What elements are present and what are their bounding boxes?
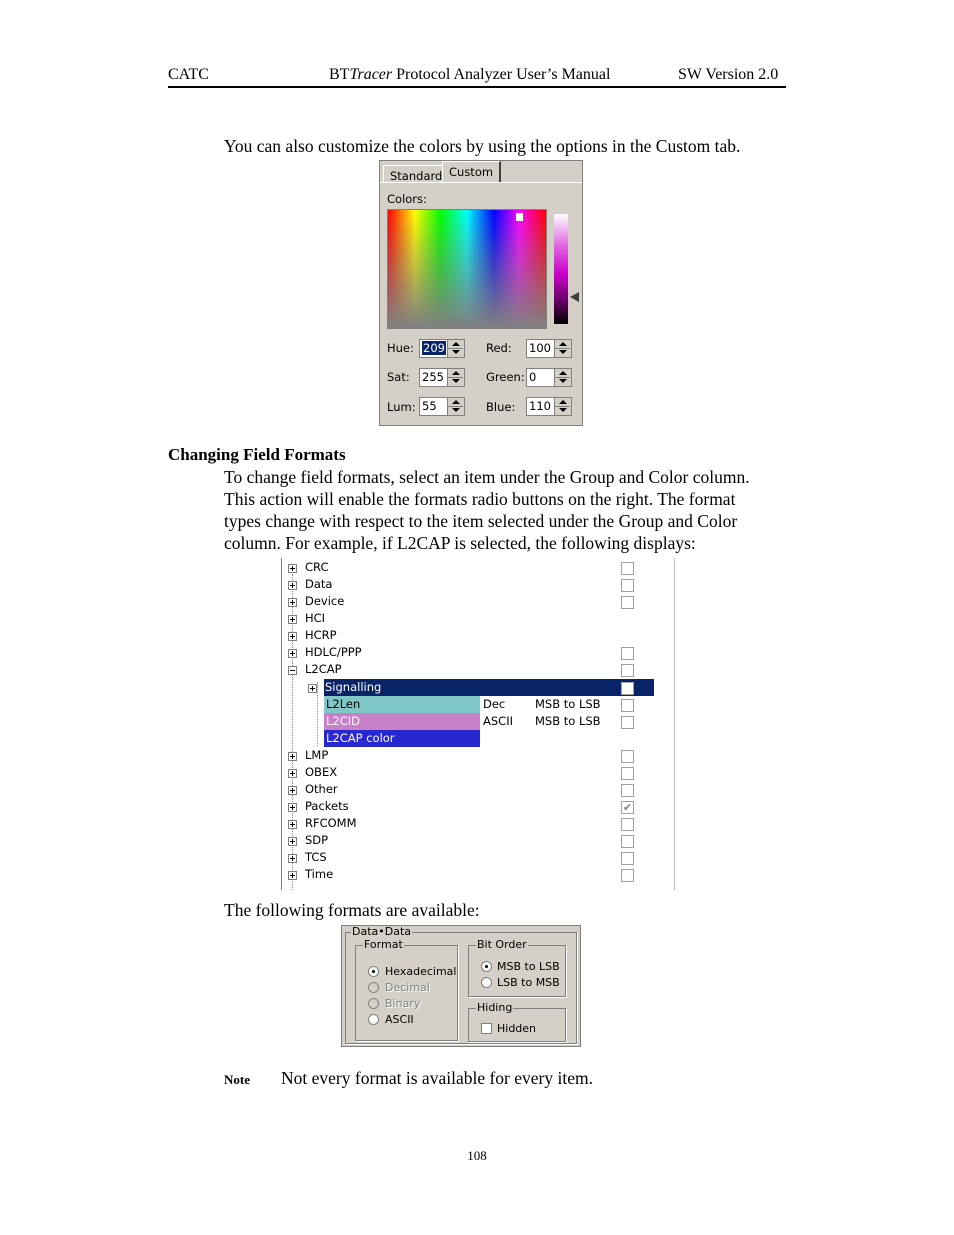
blue-label: Blue: (486, 400, 516, 414)
spectrum-crosshair-icon[interactable] (516, 213, 523, 221)
colors-label: Colors: (387, 192, 427, 206)
hidden-checkbox[interactable] (481, 1023, 492, 1034)
blue-value[interactable]: 110 (529, 399, 551, 413)
tree-item-packets[interactable] (282, 798, 674, 815)
tree-item-label[interactable]: HCI (305, 611, 326, 625)
radio-msb-to-lsb[interactable] (481, 961, 492, 972)
hue-spin-buttons[interactable] (447, 340, 464, 357)
tree-item-label[interactable]: L2CAP (305, 662, 342, 676)
intro-text: You can also customize the colors by using the options in the Custom tab. (224, 136, 741, 156)
green-spinner[interactable] (526, 368, 572, 387)
sat-label: Sat: (387, 370, 410, 384)
lum-spin-buttons[interactable] (447, 398, 464, 415)
format-group-title: Format (364, 938, 403, 951)
tree-checkbox[interactable] (621, 647, 634, 660)
spin-down-icon[interactable] (559, 350, 567, 354)
red-value[interactable]: 100 (529, 341, 551, 355)
header-right: SW Version 2.0 (678, 66, 779, 83)
spin-up-icon[interactable] (452, 371, 460, 375)
subitem-format: ASCII (483, 714, 513, 728)
expand-icon[interactable] (288, 752, 297, 761)
tree-item-lmp[interactable] (282, 747, 674, 764)
expand-icon[interactable] (288, 837, 297, 846)
sat-spinner[interactable] (419, 368, 465, 387)
tree-item-tcs[interactable] (282, 849, 674, 866)
body-line: types change with respect to the item selected under the Group and Color (224, 511, 738, 531)
expand-icon[interactable] (288, 786, 297, 795)
collapse-icon[interactable] (288, 666, 297, 675)
radio-decimal-label: Decimal (385, 981, 430, 994)
body-paragraph (224, 466, 784, 554)
tree-item-label[interactable]: Other (305, 782, 338, 796)
tree-item-obex[interactable] (282, 764, 674, 781)
tree-item-label[interactable]: SDP (305, 833, 329, 847)
tree-item-label[interactable]: OBEX (305, 765, 338, 779)
tree-checkbox[interactable] (621, 579, 634, 592)
tree-item-label[interactable]: HDLC/PPP (305, 645, 362, 659)
spin-down-icon[interactable] (559, 379, 567, 383)
subitem-order: MSB to LSB (535, 697, 601, 711)
radio-lsb-to-msb-label[interactable]: LSB to MSB (497, 976, 560, 989)
spin-up-icon[interactable] (452, 400, 460, 404)
spin-down-icon[interactable] (452, 350, 460, 354)
tree-item-device[interactable] (282, 593, 674, 610)
expand-icon[interactable] (288, 871, 297, 880)
radio-hexadecimal[interactable] (368, 966, 379, 977)
expand-icon[interactable] (288, 632, 297, 641)
expand-icon[interactable] (288, 581, 297, 590)
expand-icon[interactable] (288, 803, 297, 812)
tree-item-label[interactable]: Packets (305, 799, 349, 813)
header-left: CATC (168, 66, 209, 83)
spin-down-icon[interactable] (452, 379, 460, 383)
radio-binary-label: Binary (385, 997, 421, 1010)
hue-value[interactable]: 209 (423, 341, 445, 355)
tree-checkbox[interactable] (621, 852, 634, 865)
tree-checkbox[interactable] (621, 716, 634, 729)
expand-icon[interactable] (288, 649, 297, 658)
tree-checkbox[interactable] (621, 562, 634, 575)
page-number: 108 (467, 1148, 487, 1163)
header-title (329, 66, 610, 84)
header-title-italic: Tracer (349, 66, 393, 83)
format-panel (341, 925, 581, 1047)
spin-down-icon[interactable] (452, 408, 460, 412)
subitem-format: Dec (483, 697, 506, 711)
luminance-arrow-icon[interactable] (570, 292, 579, 302)
radio-lsb-to-msb[interactable] (481, 977, 492, 988)
blue-spinner[interactable] (526, 397, 572, 416)
red-spinner[interactable] (526, 339, 572, 358)
tree-item-crc[interactable] (282, 559, 674, 576)
tab-standard[interactable]: Standard (383, 165, 449, 183)
tree-item-other[interactable] (282, 781, 674, 798)
tree-checkbox[interactable] (621, 818, 634, 831)
expand-icon[interactable] (308, 684, 317, 693)
note-text: Not every format is available for every item. (281, 1068, 593, 1088)
tree-item-sdp[interactable] (282, 832, 674, 849)
tree-item-rfcomm[interactable] (282, 815, 674, 832)
tab-custom[interactable]: Custom (442, 161, 501, 183)
tree-item-hcrp[interactable] (282, 627, 674, 644)
tree-item-label[interactable]: RFCOMM (305, 816, 357, 830)
spin-up-icon[interactable] (452, 342, 460, 346)
lum-value[interactable]: 55 (422, 399, 437, 413)
radio-msb-to-lsb-label[interactable]: MSB to LSB (497, 960, 560, 973)
expand-icon[interactable] (288, 615, 297, 624)
green-spin-buttons[interactable] (554, 369, 571, 386)
radio-hexadecimal-label[interactable]: Hexadecimal (385, 965, 457, 978)
tree-item-hci[interactable] (282, 610, 674, 627)
expand-icon[interactable] (288, 564, 297, 573)
tree-item-label[interactable]: Signalling (325, 680, 382, 694)
tree-item-data[interactable] (282, 576, 674, 593)
lum-spinner[interactable] (419, 397, 465, 416)
green-value[interactable]: 0 (529, 370, 537, 384)
lum-label: Lum: (387, 400, 416, 414)
body-line: This action will enable the formats radio buttons on the right. The format (224, 489, 736, 509)
hue-spinner[interactable] (419, 339, 465, 358)
radio-decimal (368, 982, 379, 993)
sat-value[interactable]: 255 (422, 370, 444, 384)
body-line: To change field formats, select an item under the Group and Color column. (224, 467, 750, 487)
tree-item-label[interactable]: Time (305, 867, 334, 881)
expand-icon[interactable] (288, 820, 297, 829)
expand-icon[interactable] (288, 769, 297, 778)
tree-checkbox[interactable] (621, 750, 634, 763)
spin-up-icon[interactable] (559, 371, 567, 375)
tab-divider (380, 182, 582, 183)
subitem-l2len[interactable]: L2Len (324, 696, 480, 713)
header-title-prefix: BT (329, 66, 350, 83)
tree-item-label[interactable]: Data (305, 577, 333, 591)
subitem-order: MSB to LSB (535, 714, 601, 728)
radio-binary (368, 998, 379, 1009)
green-label: Green: (486, 370, 525, 384)
tree-item-hdlc-ppp[interactable] (282, 644, 674, 661)
hue-label: Hue: (387, 341, 414, 355)
tree-item-label[interactable]: HCRP (305, 628, 337, 642)
tree-item-label[interactable]: LMP (305, 748, 329, 762)
subitem-l2cap-color[interactable]: L2CAP color (324, 730, 480, 747)
data-group-title: Data•Data (352, 925, 412, 938)
body-line: column. For example, if L2CAP is selected, the following displays: (224, 533, 696, 553)
tree-item-label[interactable]: Device (305, 594, 345, 608)
header-title-suffix: Protocol Analyzer User’s Manual (392, 66, 611, 83)
tree-checkbox[interactable] (621, 682, 634, 695)
red-spin-buttons[interactable] (554, 340, 571, 357)
tree-checkbox[interactable] (621, 767, 634, 780)
tree-checkbox[interactable] (621, 784, 634, 797)
checkmark-icon[interactable]: ✔ (622, 801, 633, 814)
tree-item-label[interactable]: CRC (305, 560, 329, 574)
radio-ascii[interactable] (368, 1014, 379, 1025)
spin-down-icon[interactable] (559, 408, 567, 412)
tree-checkbox[interactable] (621, 596, 634, 609)
color-spectrum[interactable] (387, 209, 547, 329)
group-color-tree (281, 558, 675, 890)
tree-checkbox[interactable] (621, 869, 634, 882)
blue-spin-buttons[interactable] (554, 398, 571, 415)
expand-icon[interactable] (288, 598, 297, 607)
luminance-bar[interactable] (554, 214, 568, 324)
header-rule (168, 86, 786, 88)
spin-up-icon[interactable] (559, 400, 567, 404)
tree-expander-signalling[interactable] (282, 679, 322, 696)
red-label: Red: (486, 341, 512, 355)
hidden-checkbox-label[interactable]: Hidden (497, 1022, 537, 1035)
expand-icon[interactable] (288, 854, 297, 863)
tree-item-label[interactable]: TCS (305, 850, 327, 864)
tree-item-l2cap[interactable] (282, 661, 674, 678)
bit-order-group-title: Bit Order (477, 938, 527, 951)
color-picker-dialog (379, 160, 583, 426)
tree-item-time[interactable] (282, 866, 674, 883)
hiding-group-title: Hiding (477, 1001, 513, 1014)
sat-spin-buttons[interactable] (447, 369, 464, 386)
subitem-l2cid[interactable]: L2CID (324, 713, 480, 730)
tree-item-signalling[interactable] (324, 679, 654, 696)
section-title: Changing Field Formats (168, 445, 346, 464)
radio-ascii-label[interactable]: ASCII (385, 1013, 414, 1026)
note-label: Note (224, 1072, 250, 1087)
spin-up-icon[interactable] (559, 342, 567, 346)
tree-checkbox[interactable] (621, 835, 634, 848)
tree-checkbox[interactable] (621, 699, 634, 712)
formats-intro-text: The following formats are available: (224, 900, 480, 920)
tree-checkbox[interactable] (621, 664, 634, 677)
